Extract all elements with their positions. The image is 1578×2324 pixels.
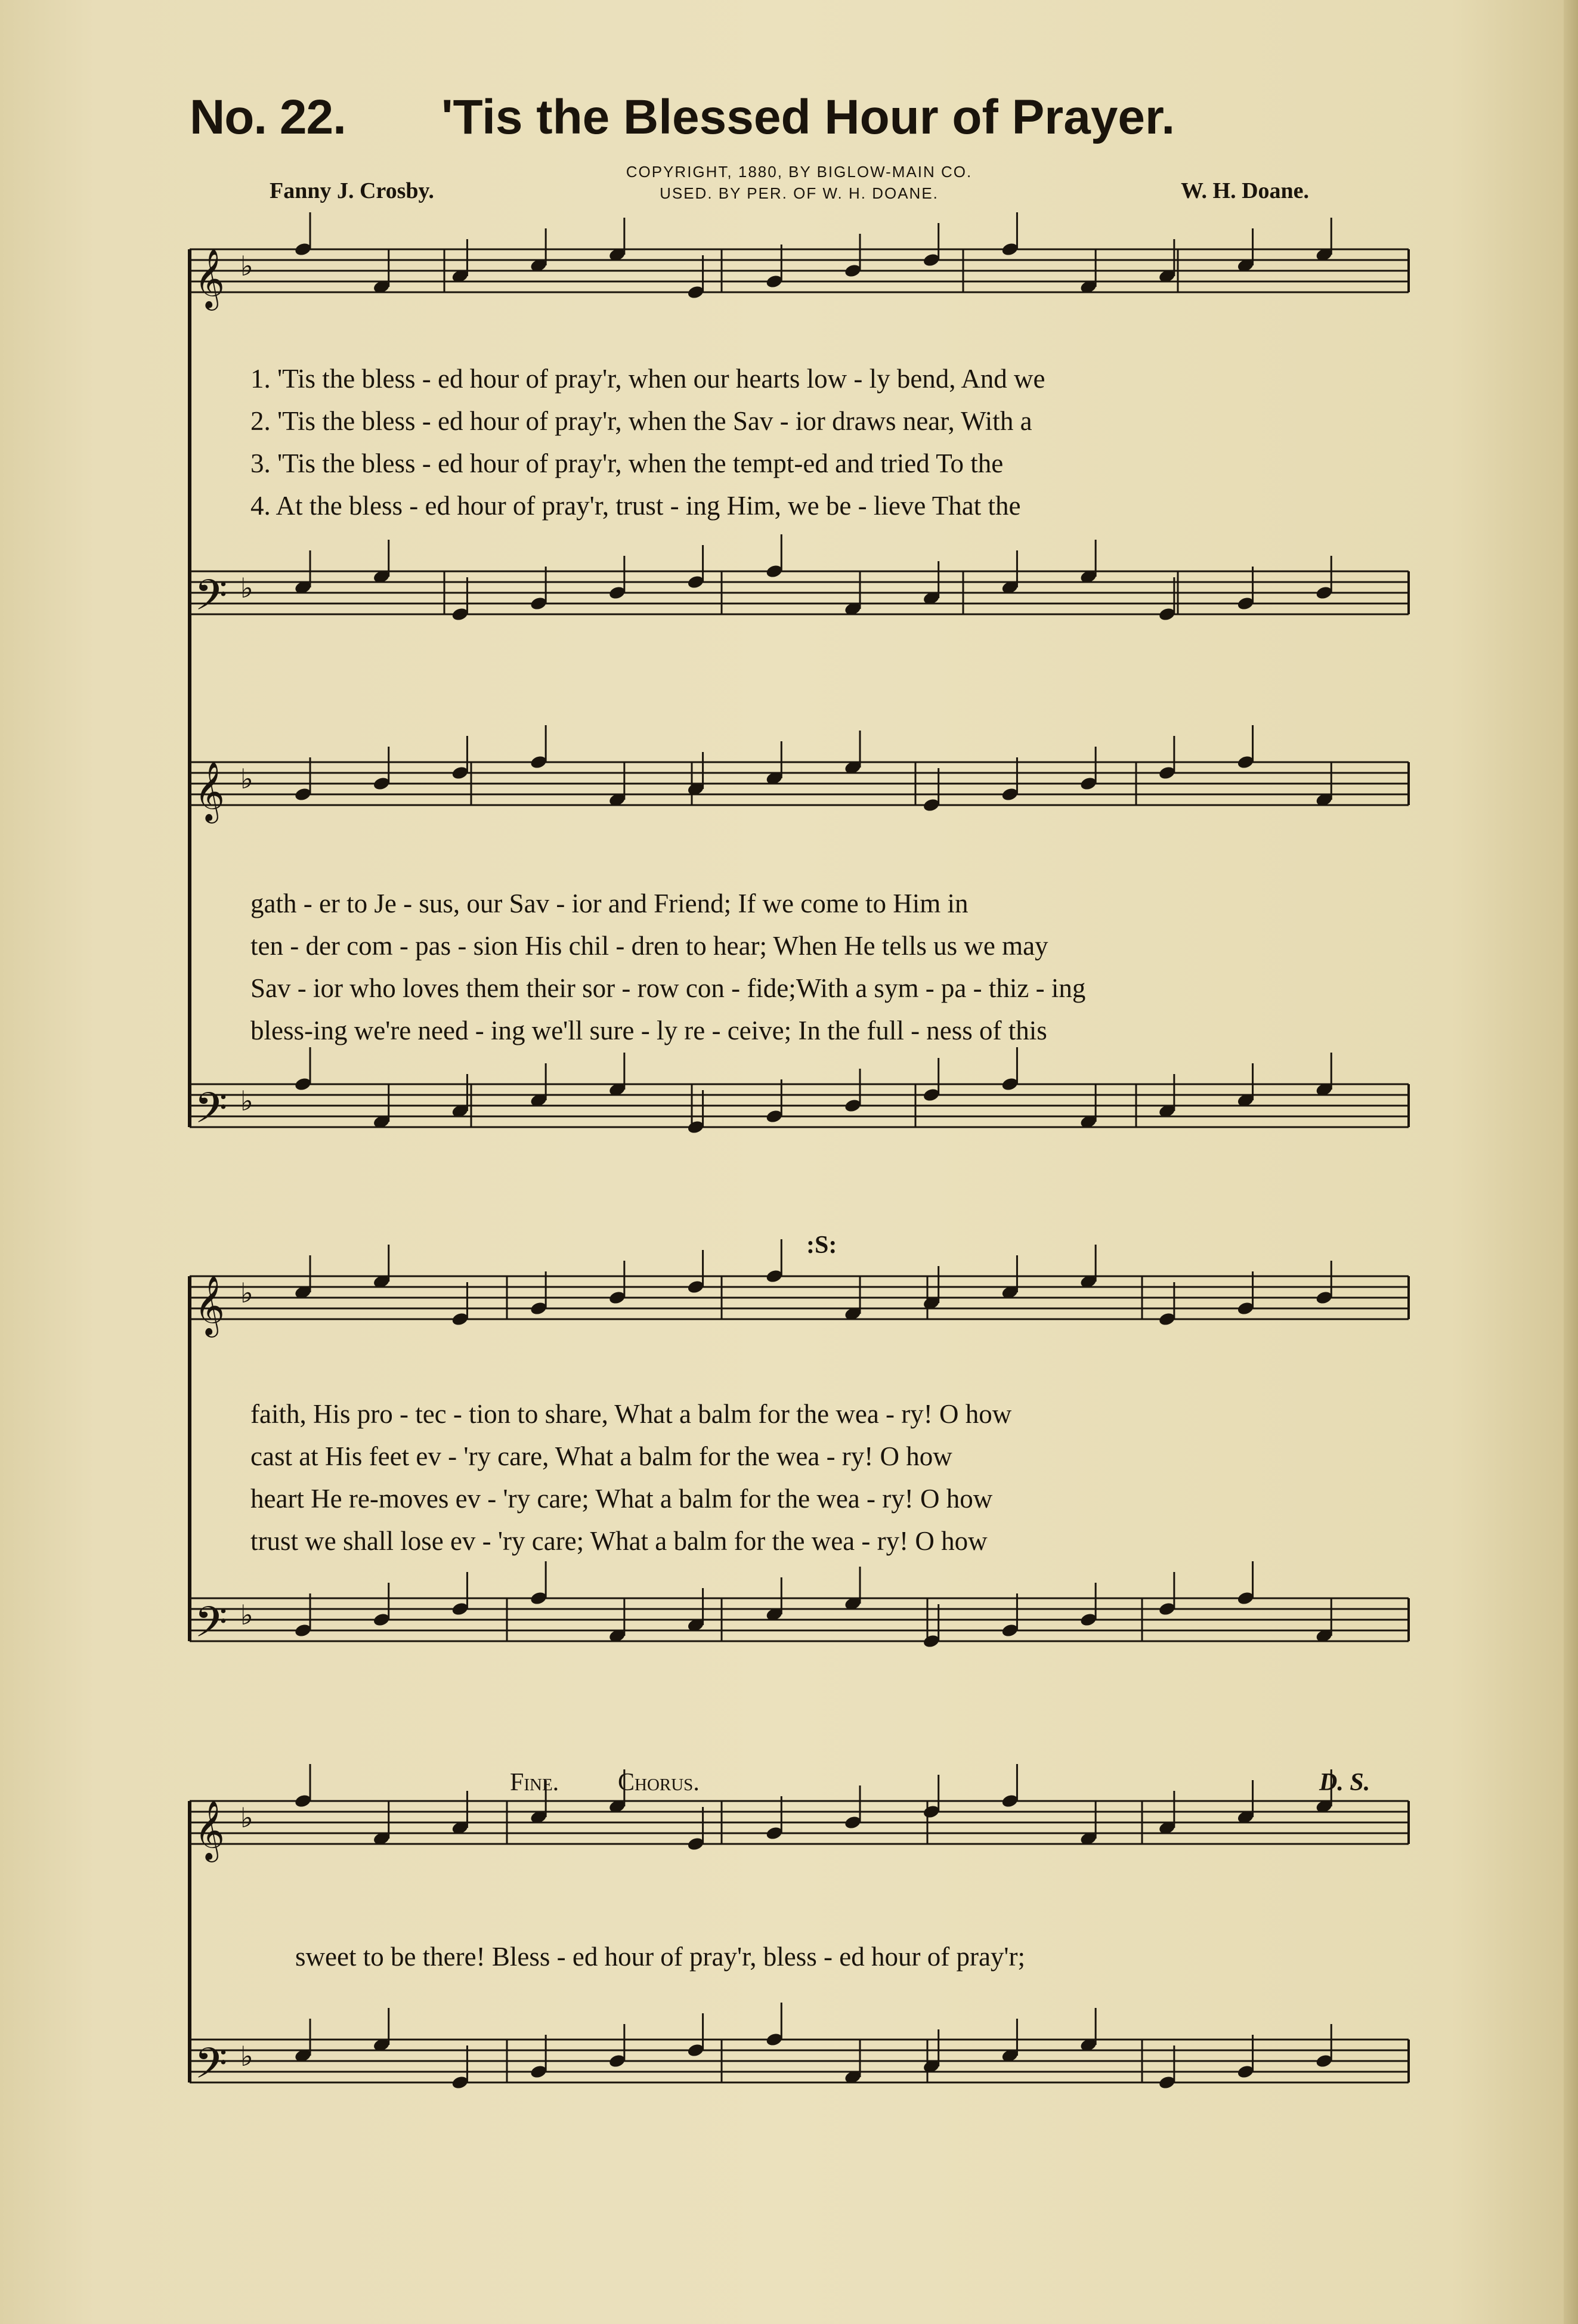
lyric-line: trust we shall lose ev - 'ry care; What a balm for the wea - ry! O how: [250, 1526, 988, 1556]
fine-marker: Fine.: [510, 1769, 559, 1796]
bass-clef-icon: 𝄢: [194, 2039, 228, 2099]
hymn-composer: W. H. Doane.: [1181, 178, 1310, 203]
flat-sign-icon: ♭: [240, 250, 253, 282]
lyrics-system-4: [295, 1936, 1025, 1978]
bass-clef-icon: 𝄢: [194, 571, 228, 630]
hymn-author: Fanny J. Crosby.: [270, 178, 434, 203]
flat-sign-icon: ♭: [240, 763, 253, 795]
lyric-line: bless-ing we're need - ing we'll sure - ly re - ceive; In the full - ness of this: [250, 1016, 1047, 1045]
ds-marker: D. S.: [1319, 1769, 1370, 1796]
segno-sign: :S:: [806, 1231, 837, 1259]
treble-clef-icon: 𝄞: [194, 1800, 225, 1860]
lyric-line: 2. 'Tis the bless - ed hour of pray'r, when the Sav - ior draws near, With a: [250, 406, 1032, 436]
lyrics-system-3: [250, 1393, 1011, 1562]
flat-sign-icon: ♭: [240, 2040, 253, 2072]
lyric-line: 3. 'Tis the bless - ed hour of pray'r, when the tempt-ed and tried To the: [250, 448, 1004, 478]
flat-sign-icon: ♭: [240, 1085, 253, 1117]
lyrics-system-2: [250, 883, 1085, 1052]
lyric-line: gath - er to Je - sus, our Sav - ior and Friend; If we come to Him in: [250, 889, 969, 918]
copyright-line-2: USED. BY PER. OF W. H. DOANE.: [660, 184, 939, 202]
lyrics-system-1: [250, 358, 1045, 527]
lyric-line: sweet to be there! Bless - ed hour of pray'r, bless - ed hour of pray'r;: [295, 1942, 1026, 1972]
lyric-line: 1. 'Tis the bless - ed hour of pray'r, when our hearts low - ly bend, And we: [250, 364, 1045, 394]
bass-clef-icon: 𝄢: [194, 1084, 228, 1143]
copyright-line-1: COPYRIGHT, 1880, BY BIGLOW-MAIN CO.: [626, 163, 973, 181]
lyric-line: 4. At the bless - ed hour of pray'r, trust - ing Him, we be - lieve That the: [250, 491, 1021, 521]
flat-sign-icon: ♭: [240, 572, 253, 604]
lyric-line: heart He re-moves ev - 'ry care; What a balm for the wea - ry! O how: [250, 1484, 993, 1514]
flat-sign-icon: ♭: [240, 1599, 253, 1631]
lyric-line: Sav - ior who loves them their sor - row con - fide;With a sym - pa - thiz - ing: [250, 973, 1086, 1003]
hymn-title: 'Tis the Blessed Hour of Prayer.: [441, 90, 1175, 144]
treble-clef-icon: 𝄞: [194, 249, 225, 308]
flat-sign-icon: ♭: [240, 1802, 253, 1834]
treble-clef-icon: 𝄞: [194, 1276, 225, 1335]
bass-clef-icon: 𝄢: [194, 1598, 228, 1657]
lyric-line: cast at His feet ev - 'ry care, What a balm for the wea - ry! O how: [250, 1441, 952, 1471]
lyric-line: faith, His pro - tec - tion to share, What a balm for the wea - ry! O how: [250, 1399, 1012, 1429]
flat-sign-icon: ♭: [240, 1277, 253, 1309]
hymn-number: No. 22.: [190, 90, 346, 144]
lyric-line: ten - der com - pas - sion His chil - dren to hear; When He tells us we may: [250, 931, 1048, 961]
chorus-marker: Chorus.: [618, 1769, 700, 1796]
treble-clef-icon: 𝄞: [194, 762, 225, 821]
